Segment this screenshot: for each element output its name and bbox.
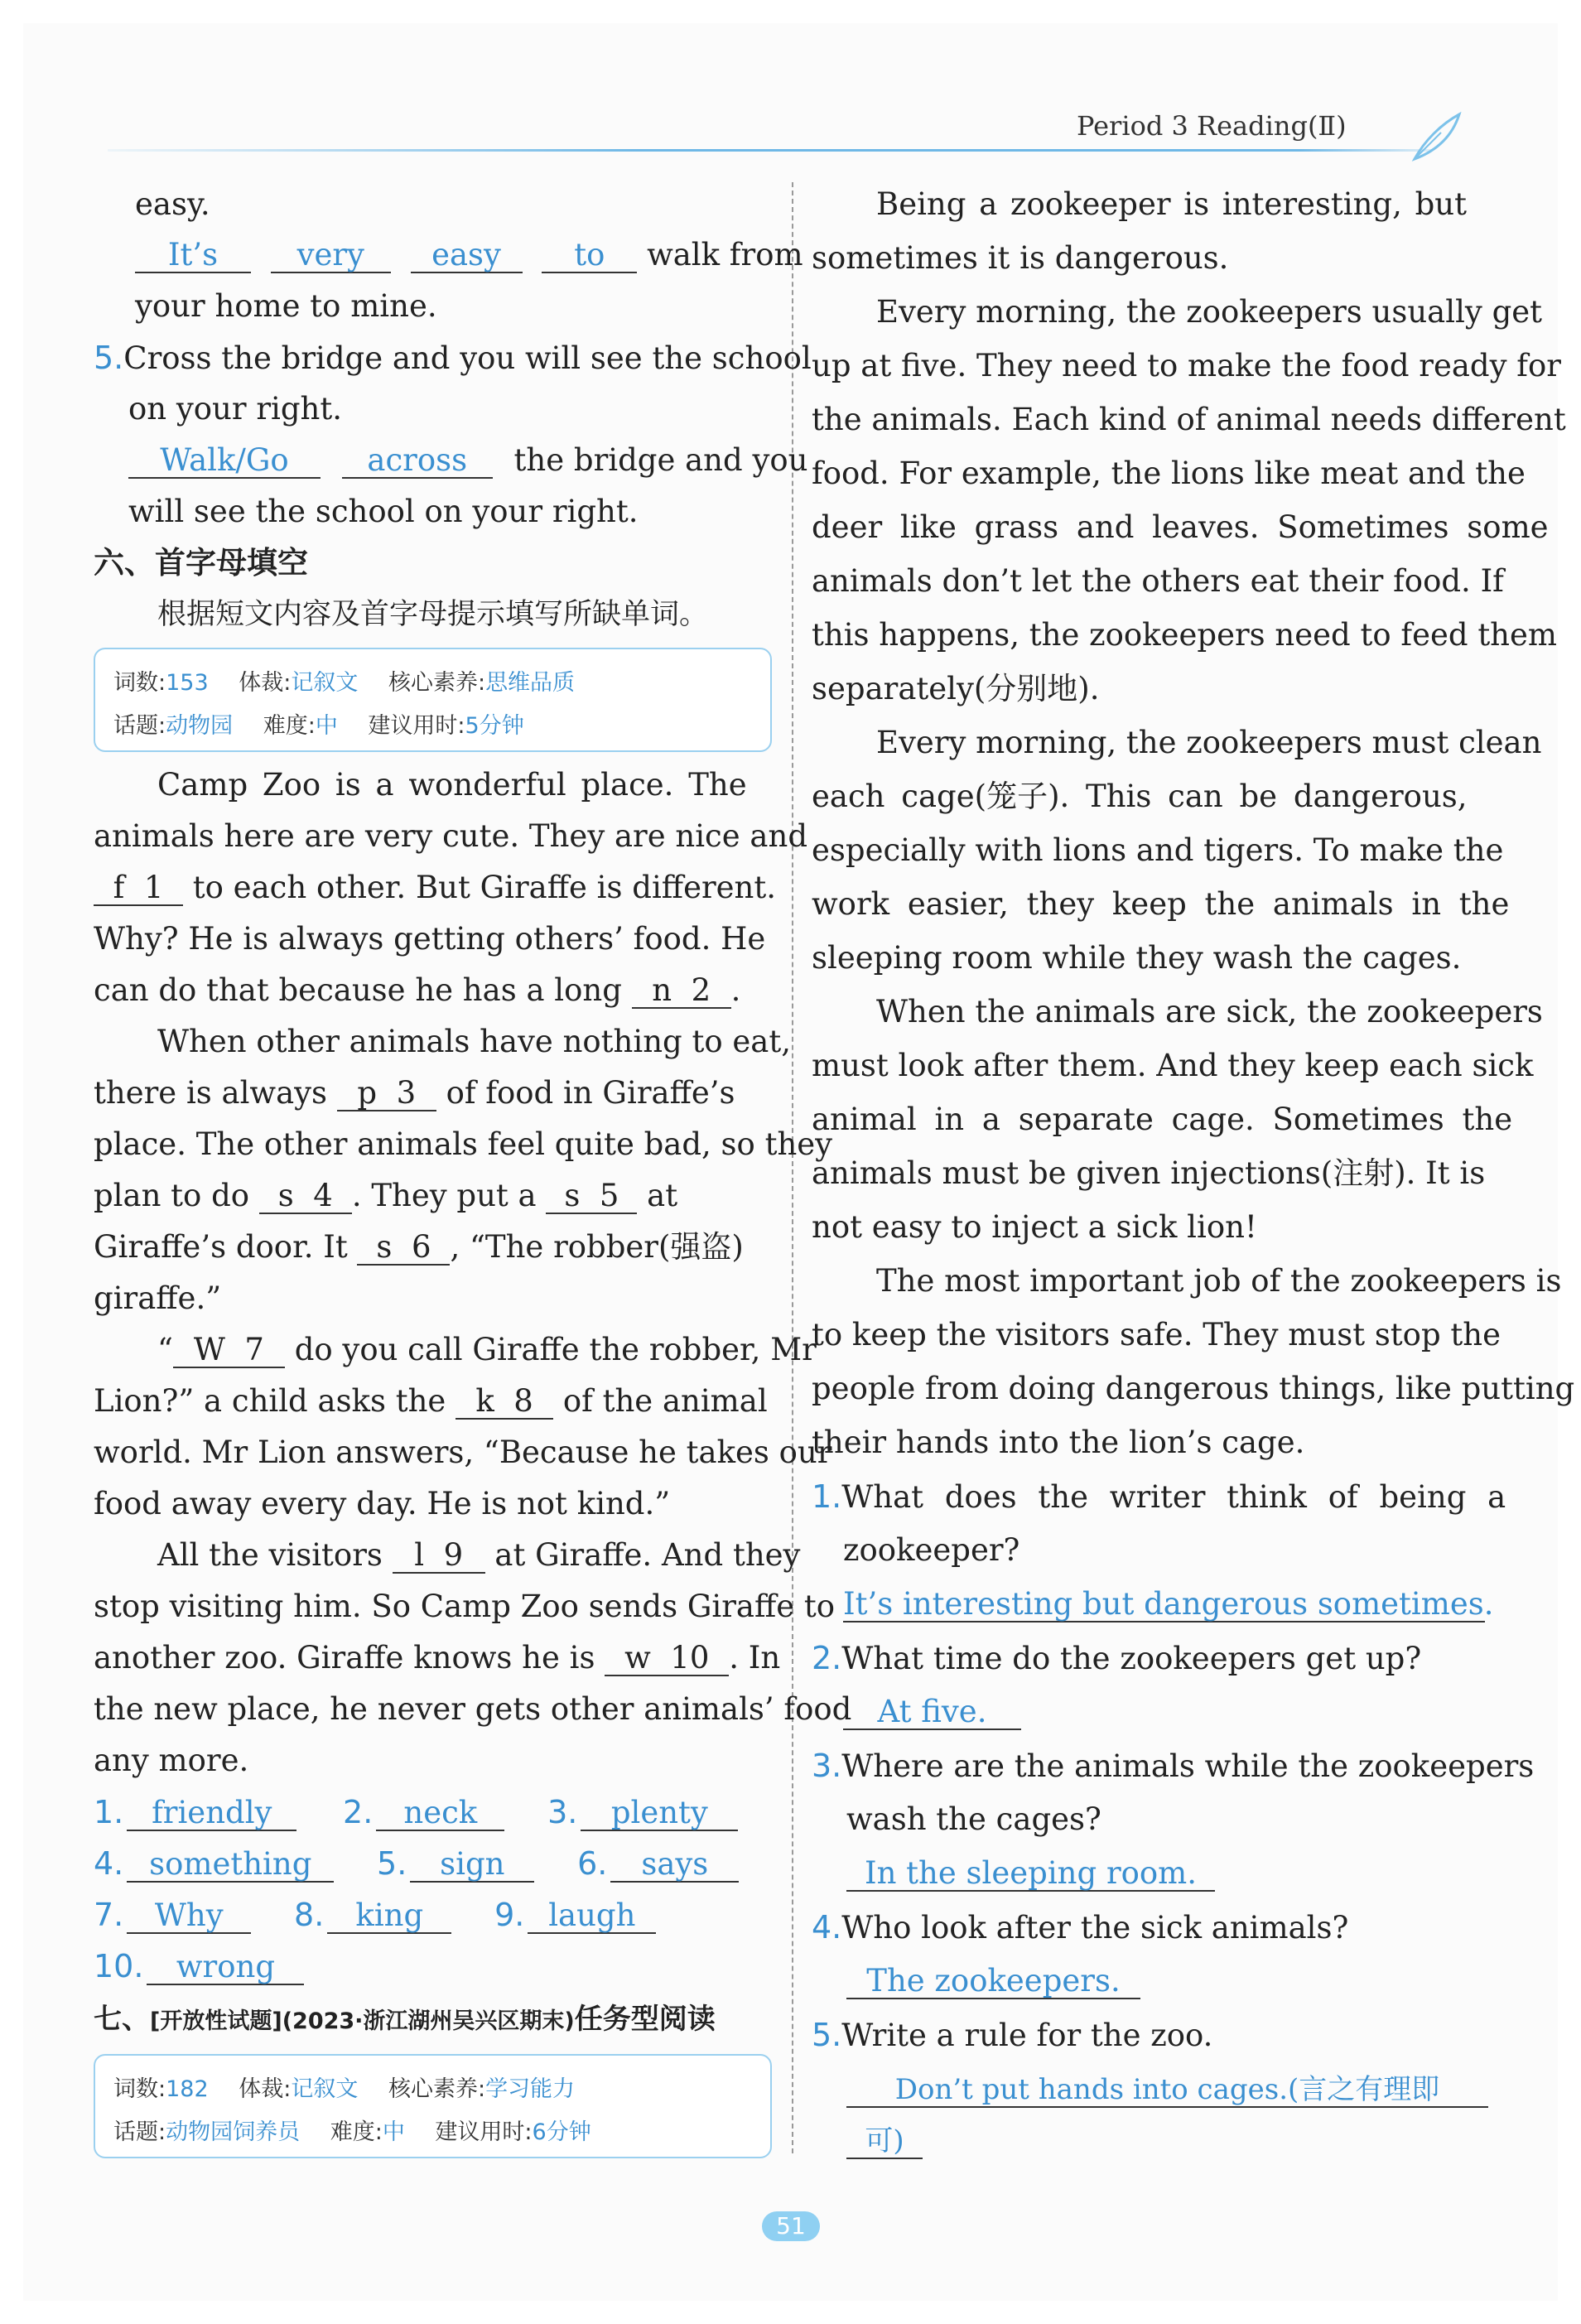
answer-blank[interactable]: 可) [846,2124,923,2159]
answer-blank[interactable]: It’s interesting but dangerous sometimes. [843,1586,1494,1622]
passage-line: any more. [94,1743,249,1778]
info-row: 词数:153 体裁:记叙文 核心素养:思维品质 [113,670,576,696]
answer-blank[interactable]: very [271,239,391,273]
passage-line: Why? He is always getting others’ food. He [94,921,766,957]
passage-line: f 1 to each other. But Giraffe is different. [94,870,776,906]
text-fragment: the bridge and you [513,442,808,478]
passage-line: each cage(笼子). This can be dangerous, [812,779,1468,814]
passage-line: to keep the visitors safe. They must stop the [812,1317,1501,1352]
answer-2 [843,1694,1021,1730]
answer-blank[interactable]: sign [410,1848,534,1883]
passage-line: When the animals are sick, the zookeepers [876,994,1543,1029]
answer-3 [846,1855,1215,1892]
text-line: your home to mine. [135,288,437,324]
passage-line: animals here are very cute. They are nice and [94,818,808,854]
passage-line: food away every day. He is not kind.” [94,1486,671,1521]
feather-icon [1408,108,1466,166]
answer-blank[interactable]: something [127,1848,334,1883]
passage-line: animals must be given injections(注射). It is [812,1155,1486,1191]
passage-line: Lion?” a child asks the k 8 of the animal [94,1383,768,1419]
passage-line: food. For example, the lions like meat and the [812,456,1526,491]
question-5 [94,340,812,377]
question-text: zookeeper? [843,1532,1020,1568]
passage-line: can do that because he has a long n 2 . [94,972,741,1008]
passage-line: world. Mr Lion answers, “Because he takes our [94,1434,832,1470]
question-5: 5.Write a rule for the zoo. [812,2017,1213,2053]
passage-line: there is always p 3 of food in Giraffe’s [94,1075,735,1111]
passage-line: separately(分别地). [812,671,1100,706]
passage-line: work easier, they keep the animals in the [812,886,1510,922]
text-line: will see the school on your right. [128,494,639,529]
answer-blank[interactable]: The zookeepers. [846,1965,1140,1999]
passage-line: people from doing dangerous things, like putting [812,1371,1575,1406]
passage-line: Every morning, the zookeepers must clean [876,725,1542,760]
open-question-tag: [开放性试题] [150,2008,282,2034]
text-fragment: walk from [647,237,803,272]
running-header: Period 3 Reading(Ⅱ) [1077,110,1347,142]
passage-line: The most important job of the zookeepers is [876,1263,1562,1299]
passage-line: sleeping room while they wash the cages. [812,940,1462,976]
text-line: easy. [135,186,210,222]
answer-blank[interactable]: plenty [581,1796,738,1831]
answer-blank[interactable]: Don’t put hands into cages.(言之有理即 [846,2073,1488,2108]
question-text: wash the cages? [846,1801,1101,1837]
question-4: 4.Who look after the sick animals? [812,1909,1349,1946]
passage-line: Every morning, the zookeepers usually get [876,294,1543,330]
answer-row: 1. friendly 2. neck 3. plenty [94,1794,738,1831]
answer-blank[interactable]: across [342,444,493,479]
answer-blank[interactable]: says [610,1848,739,1883]
answer-blank[interactable]: easy [411,239,523,273]
section-7-title: 七、[开放性试题](2023·浙江湖州吴兴区期末)任务型阅读 [94,2003,716,2036]
question-2: 2.What time do the zookeepers get up? [812,1640,1422,1676]
question-number: 5. [94,340,124,376]
question-text: Cross the bridge and you will see the school [123,340,812,376]
passage-line: animals don’t let the others eat their food. If [812,563,1504,599]
passage-line: giraffe.” [94,1280,222,1316]
answer-blank[interactable]: king [327,1899,451,1934]
passage-line: When other animals have nothing to eat, [157,1024,791,1059]
answer-5-cont [846,2122,923,2159]
question-3: 3.Where are the animals while the zookeepers [812,1748,1535,1784]
answer-blank[interactable]: friendly [127,1796,296,1831]
passage-line: another zoo. Giraffe knows he is w 10 . In [94,1640,781,1675]
passage-line: sometimes it is dangerous. [812,240,1229,276]
info-row: 词数:182 体裁:记叙文 核心素养:学习能力 [113,2076,576,2102]
answer-blank[interactable]: wrong [147,1950,304,1985]
rewrite-answer-5 [128,442,807,479]
answer-4 [846,1963,1140,1999]
passage-line: deer like grass and leaves. Sometimes some [812,509,1549,545]
answer-blank[interactable]: Why [127,1899,251,1934]
passage-line: Giraffe’s door. It s 6 , “The robber(强盗) [94,1229,744,1265]
passage-line: animal in a separate cage. Sometimes the [812,1102,1513,1137]
answer-row: 7. Why 8. king 9. laugh [94,1897,656,1934]
section-6-instructions: 根据短文内容及首字母提示填写所缺单词。 [157,598,709,631]
passage-line: place. The other animals feel quite bad, so they [94,1126,833,1162]
passage-line: especially with lions and tigers. To make the [812,832,1504,868]
passage-line: this happens, the zookeepers need to feed them [812,617,1557,653]
passage-line: the new place, he never gets other animals’ food [94,1691,852,1727]
answer-blank[interactable]: In the sleeping room. [846,1857,1215,1892]
answer-blank[interactable]: At five. [843,1695,1021,1730]
passage-line: plan to do s 4 . They put a s 5 at [94,1178,678,1213]
question-1: 1.What does the writer think of being a [812,1478,1506,1515]
section-6-title: 六、首字母填空 [94,545,308,581]
info-box-6 [94,648,772,752]
passage-line: stop visiting him. So Camp Zoo sends Giraffe to [94,1589,836,1624]
passage-line: their hands into the lion’s cage. [812,1425,1305,1460]
info-row: 话题:动物园 难度:中 建议用时:5分钟 [113,713,524,739]
answer-1 [843,1586,1494,1622]
source-tag: (2023·浙江湖州吴兴区期末) [282,2008,575,2034]
text-line: on your right. [128,391,342,427]
passage-line: Camp Zoo is a wonderful place. The [157,767,747,803]
info-box-7 [94,2054,772,2158]
header-rule [108,149,1433,152]
info-row: 话题:动物园饲养员 难度:中 建议用时:6分钟 [113,2119,591,2145]
answer-row: 4. something 5. sign 6. says [94,1845,739,1883]
answer-5 [846,2071,1488,2108]
passage-line: must look after them. And they keep each sick [812,1048,1534,1083]
answer-row: 10. wrong [94,1948,304,1985]
answer-blank[interactable]: to [542,239,637,273]
passage-line: not easy to inject a sick lion! [812,1209,1257,1245]
answer-blank[interactable]: neck [376,1796,504,1831]
passage-line: up at five. They need to make the food ready for [812,348,1561,383]
passage-line: “ W 7 do you call Giraffe the robber, Mr [157,1332,817,1367]
passage-line: the animals. Each kind of animal needs different [812,402,1566,437]
passage-line: Being a zookeeper is interesting, but [876,186,1468,222]
answer-blank[interactable]: Walk/Go [128,444,321,479]
answer-blank[interactable]: laugh [528,1899,656,1934]
rewrite-answer-4 [135,237,803,273]
answer-blank[interactable]: It’s [135,239,251,273]
page-number: 51 [762,2211,820,2241]
passage-line: All the visitors l 9 at Giraffe. And they [157,1537,801,1573]
